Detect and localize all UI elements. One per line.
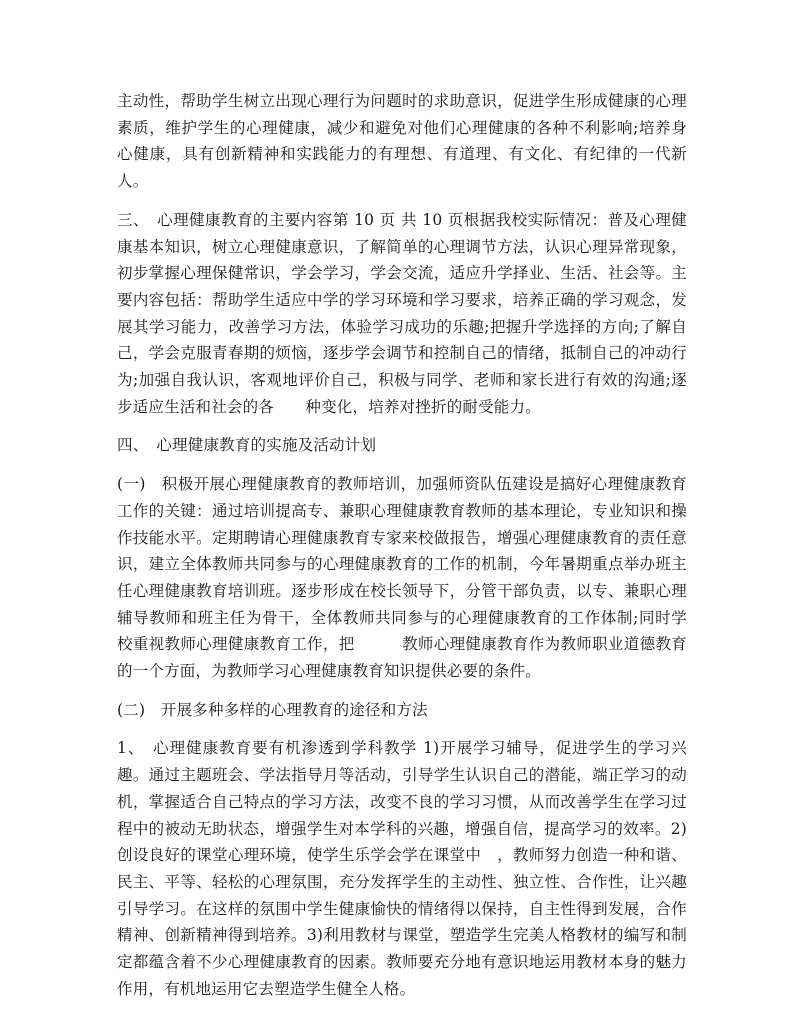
section-heading-4: 四、 心理健康教育的实施及活动计划 <box>117 436 377 455</box>
document-body <box>117 88 687 1015</box>
paragraph-section-3: 三、 心理健康教育的主要内容第 10 页 共 10 页根据我校实际情况：普及心理健康基本知识，树立心理健康意识，了解简单的心理调节方法，认识心理异常现象，初步掌握心理保健常识，学会学习，学会交流，适应升学择业、生活、社会等。主要内容包括：帮助学生适应中学的学习环境和学习要求，培养正确的学习观念，发展其学习能力，改善学习方法，体验学习成功的乐趣;把握升学选择的方向;了解自己，学会克服青春期的烦恼，逐步学会调节和控制自己的情绪，抵制自己的冲动行为;加强自我认识，客观地评价自己，积极与同学、老师和家长进行有效的沟通;逐步适应生活和社会的各 种变化，培养对挫折的耐受能力。 <box>117 210 687 416</box>
paragraph-item-1: 1、 心理健康教育要有机渗透到学科教学 1)开展学习辅导，促进学生的学习兴趣。通过主题班会、学法指导月等活动，引导学生认识自己的潜能，端正学习的动机，掌握适合自己特点的学习方法，改变不良的学习习惯，从而改善学生在学习过程中的被动无助状态，增强学生对本学科的兴趣，增强自信，提高学习的效率。2)创设良好的课堂心理环境，使学生乐学会学在课堂中 ，教师努力创造一种和谐、民主、平等、轻松的心理氛围，充分发挥学生的主动性、独立性、合作性，让兴趣引导学习。在这样的氛围中学生健康愉快的情绪得以保持，自主性得到发展，合作精神、创新精神得到培养。3)利用教材与课堂，塑造学生完美人格教材的编写和制定都蕴含着不少心理健康教育的因素。教师要充分地有意识地运用教材本身的魅力作用，有机地运用它去塑造学生健全人格。 <box>117 739 687 998</box>
paragraph-intro: 主动性，帮助学生树立出现心理行为问题时的求助意识，促进学生形成健康的心理素质，维护学生的心理健康，减少和避免对他们心理健康的各种不利影响;培养身心健康，具有创新精神和实践能力的有理想、有道理、有文化、有纪律的一代新人。 <box>117 92 687 191</box>
paragraph-subsection-1: (一) 积极开展心理健康教育的教师培训，加强师资队伍建设是搞好心理健康教育工作的关键：通过培训提高专、兼职心理健康教育教师的基本理论，专业知识和操作技能水平。定期聘请心理健康教育专家来校做报告，增强心理健康教育的责任意识，建立全体教师共同参与的心理健康教育的工作的机制，今年暑期重点举办班主任心理健康教育培训班。逐步形成在校长领导下，分管干部负责，以专、兼职心理辅导教师和班主任为骨干，全体教师共同参与的心理健康教育的工作体制;同时学校重视教师心理健康教育工作，把 教师心理健康教育作为教师职业道德教育的一个方面，为教师学习心理健康教育知识提供必要的条件。 <box>117 475 687 681</box>
subsection-heading-2: (二) 开展多种多样的心理教育的途径和方法 <box>117 700 428 719</box>
